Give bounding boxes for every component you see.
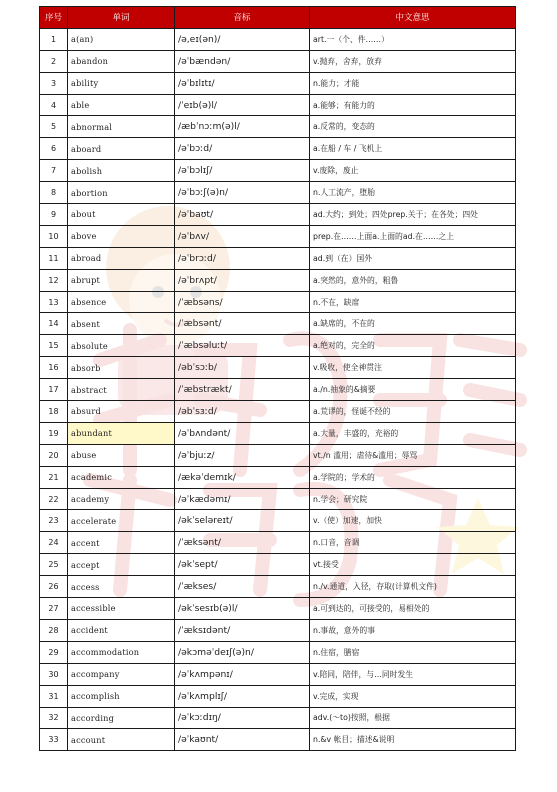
table-row xyxy=(40,488,516,510)
row-index: 8 xyxy=(40,182,68,204)
row-phonetic: /əˈkʌmplɪʃ/ xyxy=(175,685,310,707)
row-index: 24 xyxy=(40,532,68,554)
table-row xyxy=(40,444,516,466)
row-phonetic: /ˈæbsənt/ xyxy=(175,313,310,335)
table-row xyxy=(40,335,516,357)
row-meaning: a.缺席的，不在的 xyxy=(310,313,516,335)
vocabulary-table xyxy=(39,6,516,751)
row-word: aboard xyxy=(68,138,175,160)
row-meaning: n.住宿，膳宿 xyxy=(310,641,516,663)
row-index: 21 xyxy=(40,466,68,488)
row-meaning: a.绝对的，完全的 xyxy=(310,335,516,357)
row-index: 13 xyxy=(40,291,68,313)
table-header-row xyxy=(40,7,516,29)
row-index: 29 xyxy=(40,641,68,663)
row-meaning: vt./n 滥用；虐待&滥用；辱骂 xyxy=(310,444,516,466)
row-index: 31 xyxy=(40,685,68,707)
row-index: 20 xyxy=(40,444,68,466)
row-phonetic: /əkˈseləreɪt/ xyxy=(175,510,310,532)
row-phonetic: /ˈæbstrækt/ xyxy=(175,379,310,401)
table-row xyxy=(40,729,516,751)
row-phonetic: /əkɔməˈdeɪʃ(ə)n/ xyxy=(175,641,310,663)
row-meaning: a.大量，丰盛的，充裕的 xyxy=(310,422,516,444)
row-index: 14 xyxy=(40,313,68,335)
table-row xyxy=(40,466,516,488)
table-row xyxy=(40,138,516,160)
row-word: abnormal xyxy=(68,116,175,138)
row-word: absorb xyxy=(68,357,175,379)
row-phonetic: /əbˈsɜːd/ xyxy=(175,401,310,423)
row-phonetic: /æbˈnɔːm(ə)l/ xyxy=(175,116,310,138)
row-index: 4 xyxy=(40,94,68,116)
row-phonetic: /əkˈsesɪb(ə)l/ xyxy=(175,598,310,620)
table-row xyxy=(40,50,516,72)
table-row xyxy=(40,72,516,94)
row-meaning: n.学会；研究院 xyxy=(310,488,516,510)
row-phonetic: /əˈbaʊt/ xyxy=(175,204,310,226)
row-index: 7 xyxy=(40,160,68,182)
row-phonetic: /əˈkɔːdɪŋ/ xyxy=(175,707,310,729)
table-row xyxy=(40,313,516,335)
table-row xyxy=(40,532,516,554)
row-word: according xyxy=(68,707,175,729)
row-word: abundant xyxy=(68,422,175,444)
row-meaning: v.废除，废止 xyxy=(310,160,516,182)
row-word: abolish xyxy=(68,160,175,182)
row-word: absence xyxy=(68,291,175,313)
row-index: 25 xyxy=(40,554,68,576)
table-row xyxy=(40,685,516,707)
row-word: account xyxy=(68,729,175,751)
table-row xyxy=(40,94,516,116)
row-word: able xyxy=(68,94,175,116)
row-index: 28 xyxy=(40,619,68,641)
row-word: accept xyxy=(68,554,175,576)
row-word: about xyxy=(68,204,175,226)
table-row xyxy=(40,225,516,247)
row-word: abstract xyxy=(68,379,175,401)
table-row xyxy=(40,291,516,313)
row-phonetic: /ə,eɪ(ən)/ xyxy=(175,28,310,50)
row-word: accident xyxy=(68,619,175,641)
column-header-index: 序号 xyxy=(40,7,68,29)
row-meaning: a.可到达的，可接受的，易相处的 xyxy=(310,598,516,620)
row-phonetic: /əˈkaʊnt/ xyxy=(175,729,310,751)
table-row xyxy=(40,116,516,138)
row-word: above xyxy=(68,225,175,247)
row-index: 33 xyxy=(40,729,68,751)
row-meaning: n.口音，音调 xyxy=(310,532,516,554)
row-meaning: v.完成，实现 xyxy=(310,685,516,707)
row-word: ability xyxy=(68,72,175,94)
row-index: 6 xyxy=(40,138,68,160)
row-word: a(an) xyxy=(68,28,175,50)
row-index: 30 xyxy=(40,663,68,685)
row-meaning: n.能力；才能 xyxy=(310,72,516,94)
row-word: accomplish xyxy=(68,685,175,707)
row-meaning: n./v.通道，入径，存取(计算机文件) xyxy=(310,576,516,598)
row-word: abortion xyxy=(68,182,175,204)
column-header-word: 单词 xyxy=(68,7,175,29)
row-index: 15 xyxy=(40,335,68,357)
row-phonetic: /əˈbɔlɪʃ/ xyxy=(175,160,310,182)
row-phonetic: /əˈbʌv/ xyxy=(175,225,310,247)
row-index: 11 xyxy=(40,247,68,269)
row-phonetic: /ˈæksənt/ xyxy=(175,532,310,554)
row-index: 10 xyxy=(40,225,68,247)
row-meaning: a.反常的，变态的 xyxy=(310,116,516,138)
row-word: accelerate xyxy=(68,510,175,532)
table-row xyxy=(40,641,516,663)
row-index: 17 xyxy=(40,379,68,401)
row-meaning: v.抛弃，舍弃，放弃 xyxy=(310,50,516,72)
row-index: 22 xyxy=(40,488,68,510)
row-index: 18 xyxy=(40,401,68,423)
row-index: 5 xyxy=(40,116,68,138)
table-row xyxy=(40,510,516,532)
row-index: 12 xyxy=(40,269,68,291)
row-meaning: v.（使）加速，加快 xyxy=(310,510,516,532)
row-meaning: v.陪同，陪伴，与…同时发生 xyxy=(310,663,516,685)
row-phonetic: /əˈbrɔːd/ xyxy=(175,247,310,269)
table-row xyxy=(40,357,516,379)
row-word: academy xyxy=(68,488,175,510)
row-phonetic: /əˈbʌndənt/ xyxy=(175,422,310,444)
row-word: abroad xyxy=(68,247,175,269)
row-meaning: a.学院的；学术的 xyxy=(310,466,516,488)
row-phonetic: /əˈkʌmpənɪ/ xyxy=(175,663,310,685)
row-meaning: a.突然的，意外的，粗鲁 xyxy=(310,269,516,291)
row-phonetic: /ˈækses/ xyxy=(175,576,310,598)
column-header-meaning: 中文意思 xyxy=(310,7,516,29)
row-phonetic: /əˈbrʌpt/ xyxy=(175,269,310,291)
row-meaning: n.事故，意外的事 xyxy=(310,619,516,641)
row-index: 19 xyxy=(40,422,68,444)
column-header-phonetic: 音标 xyxy=(175,7,310,29)
row-phonetic: /ˈeɪb(ə)l/ xyxy=(175,94,310,116)
table-row xyxy=(40,576,516,598)
table-row xyxy=(40,663,516,685)
row-phonetic: /əˈbɔːʃ(ə)n/ xyxy=(175,182,310,204)
row-meaning: a.荒谬的，怪诞不经的 xyxy=(310,401,516,423)
row-phonetic: /əkˈsept/ xyxy=(175,554,310,576)
table-row xyxy=(40,28,516,50)
table-row xyxy=(40,182,516,204)
row-phonetic: /əˈbɪlɪtɪ/ xyxy=(175,72,310,94)
row-index: 3 xyxy=(40,72,68,94)
row-word: accommodation xyxy=(68,641,175,663)
row-word: academic xyxy=(68,466,175,488)
row-index: 2 xyxy=(40,50,68,72)
row-index: 32 xyxy=(40,707,68,729)
row-index: 23 xyxy=(40,510,68,532)
row-index: 16 xyxy=(40,357,68,379)
row-meaning: n.&v 帐目；描述&说明 xyxy=(310,729,516,751)
row-phonetic: /əˈbændən/ xyxy=(175,50,310,72)
row-word: absent xyxy=(68,313,175,335)
row-word: abandon xyxy=(68,50,175,72)
table-row xyxy=(40,598,516,620)
row-index: 9 xyxy=(40,204,68,226)
table-row xyxy=(40,379,516,401)
row-word: absurd xyxy=(68,401,175,423)
row-meaning: n.人工流产，堕胎 xyxy=(310,182,516,204)
row-phonetic: /əˈkædəmɪ/ xyxy=(175,488,310,510)
row-phonetic: /əˈbɔːd/ xyxy=(175,138,310,160)
row-meaning: n.不在，缺席 xyxy=(310,291,516,313)
row-meaning: prep.在……上面a.上面的ad.在……之上 xyxy=(310,225,516,247)
table-row xyxy=(40,269,516,291)
row-meaning: v.吸收，使全神贯注 xyxy=(310,357,516,379)
row-meaning: adv.(～to)按照，根据 xyxy=(310,707,516,729)
table-row xyxy=(40,707,516,729)
row-meaning: ad.到（在）国外 xyxy=(310,247,516,269)
row-phonetic: /ækəˈdemɪk/ xyxy=(175,466,310,488)
row-meaning: vt.接受 xyxy=(310,554,516,576)
row-word: access xyxy=(68,576,175,598)
row-word: accompany xyxy=(68,663,175,685)
row-phonetic: /ˈæksɪdənt/ xyxy=(175,619,310,641)
row-index: 1 xyxy=(40,28,68,50)
row-index: 26 xyxy=(40,576,68,598)
table-row xyxy=(40,204,516,226)
row-word: absolute xyxy=(68,335,175,357)
table-row xyxy=(40,247,516,269)
row-meaning: a.能够；有能力的 xyxy=(310,94,516,116)
table-row xyxy=(40,160,516,182)
row-phonetic: /ˈæbsəluːt/ xyxy=(175,335,310,357)
row-phonetic: /ˈæbsəns/ xyxy=(175,291,310,313)
row-word: accent xyxy=(68,532,175,554)
row-index: 27 xyxy=(40,598,68,620)
row-word: abrupt xyxy=(68,269,175,291)
table-row xyxy=(40,401,516,423)
row-meaning: a.在船 / 车 / 飞机上 xyxy=(310,138,516,160)
row-phonetic: /əˈbjuːz/ xyxy=(175,444,310,466)
table-row xyxy=(40,422,516,444)
row-word: accessible xyxy=(68,598,175,620)
table-row xyxy=(40,619,516,641)
row-phonetic: /əbˈsɔːb/ xyxy=(175,357,310,379)
row-word: abuse xyxy=(68,444,175,466)
table-row xyxy=(40,554,516,576)
row-meaning: ad.大约；到处；四处prep.关于；在各处；四处 xyxy=(310,204,516,226)
row-meaning: a./n.抽象的&摘要 xyxy=(310,379,516,401)
row-meaning: art.一（个、件……） xyxy=(310,28,516,50)
